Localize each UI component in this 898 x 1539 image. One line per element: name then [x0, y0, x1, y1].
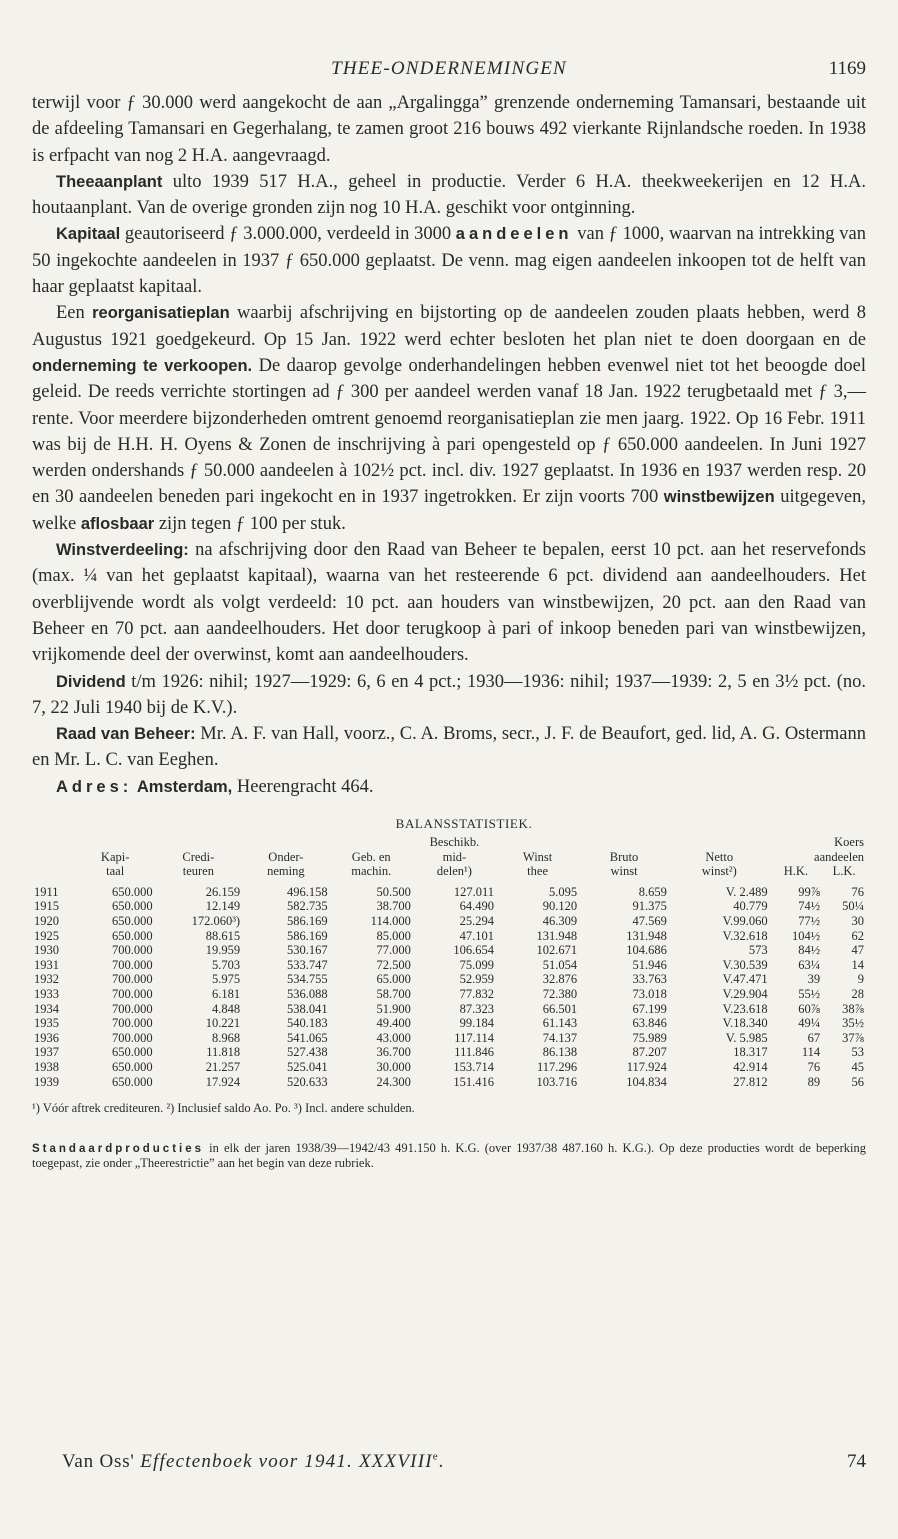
table-cell: V.29.904	[722, 986, 768, 1001]
table-cell: 74.137	[542, 1030, 578, 1045]
table-cell: 99.184	[459, 1016, 494, 1031]
table-cell: 89	[807, 1074, 821, 1089]
table-cell: 1932	[34, 972, 59, 987]
table-cell: 28	[851, 986, 864, 1001]
table-cell: 26.159	[205, 884, 241, 899]
table-cell: 88.615	[205, 928, 241, 943]
table-cell: 700.000	[111, 986, 153, 1001]
col-header-geb-2: machin.	[351, 864, 392, 879]
balance-statistics	[32, 816, 866, 1116]
table-cell: 27.812	[733, 1074, 768, 1089]
table-cell: 90.120	[542, 899, 578, 914]
table-cell: 38⅞	[842, 1001, 864, 1016]
table-cell: 72.500	[376, 957, 411, 972]
table-cell: 103.716	[536, 1074, 578, 1089]
table-cell: 1915	[34, 899, 59, 914]
table-cell: 533.747	[287, 957, 328, 972]
table-cell: 76	[851, 884, 864, 899]
paragraph-raad	[32, 721, 866, 774]
table-cell: 1925	[34, 928, 59, 943]
reorg-text-e: zijn tegen ƒ 100 per stuk.	[154, 513, 346, 534]
table-cell: 1920	[34, 913, 59, 928]
table-cell: 51.054	[542, 957, 578, 972]
kapitaal-text-b: van ƒ 1000, waarvan na intrekking van 50 ingekochte aandeelen in 1937 ƒ 650.000 geplaatst. De venn. mag eigen aandeelen inkoopen tot de helft van haar geplaatst kapitaal.	[32, 224, 866, 298]
col-header-beschikb-3: delen¹)	[436, 864, 472, 879]
table-row	[32, 1075, 866, 1090]
table-cell: 58.700	[376, 986, 411, 1001]
col-header-netto-2: winst²)	[701, 864, 737, 879]
table-cell: 36.700	[376, 1045, 411, 1060]
table-cell: 87.323	[459, 1001, 494, 1016]
reorg-text-b: waarbij afschrijving en bijstorting op de aandeelen zouden plaats hebben, werd 8 Augustus 1921 goedgekeurd. Op 15 Jan. 1922 werd echter besloten het plan niet te doen doorgaan en de	[32, 303, 867, 350]
table-cell: 11.818	[206, 1045, 241, 1060]
table-cell: 527.438	[287, 1045, 328, 1060]
table-row	[32, 943, 866, 958]
table-cell: 700.000	[111, 972, 153, 987]
table-cell: 104.834	[626, 1074, 667, 1089]
paragraph-winstverdeeling	[32, 537, 866, 668]
table-cell: 102.671	[536, 943, 578, 958]
col-header-winst-2: thee	[527, 864, 548, 879]
kapitaal-aandeelen: aandeelen	[455, 225, 573, 244]
production-text: in elk der jaren 1938/39—1942/43 491.150 h. K.G. (over 1937/38 487.160 h. K.G.). Op deze producties wordt de beperking toegepast, zie onder „Theerestrictie” aan het begin van deze rubriek.	[32, 1141, 866, 1170]
table-cell: 700.000	[111, 1016, 153, 1031]
page	[32, 58, 866, 1170]
table-cell: 1939	[34, 1074, 59, 1089]
table-cell: 60⅞	[798, 1001, 821, 1016]
reorg-text-a: Een	[56, 303, 93, 324]
table-cell: 650.000	[111, 899, 153, 914]
table-cell: 87.207	[632, 1045, 667, 1060]
table-cell: 520.633	[287, 1074, 328, 1089]
table-cell: 117.296	[537, 1059, 578, 1074]
table-cell: 9	[857, 972, 864, 987]
table-cell: 39	[807, 972, 821, 987]
table-body	[32, 885, 866, 1089]
kapitaal-text-a: geautoriseerd ƒ 3.000.000, verdeeld in 3000	[120, 224, 456, 245]
table-cell: 111.846	[454, 1045, 494, 1060]
col-header-crediteuren-2: teuren	[182, 864, 214, 879]
col-header-kapitaal-2: taal	[106, 864, 125, 879]
table-cell: 1933	[34, 986, 59, 1001]
col-header-koers-2: aandeelen	[814, 849, 864, 864]
table-row	[32, 914, 866, 929]
table-cell: 117.924	[626, 1059, 667, 1074]
col-header-crediteuren-1: Credi-	[182, 849, 215, 864]
reorg-label: reorganisatieplan	[92, 304, 230, 323]
table-cell: 25.294	[459, 913, 494, 928]
footer-source-sup: e	[432, 1451, 439, 1463]
table-cell: 1936	[34, 1030, 59, 1045]
body-text	[32, 90, 866, 800]
theeaanplant-text: ulto 1939 517 H.A., geheel in productie. Verder 6 H.A. theekweekerijen en 12 H.A. houtaanplant. Van de overige gronden zijn nog 10 H.A. geschikt voor ontginning.	[32, 171, 866, 219]
table-row	[32, 899, 866, 914]
table-cell: 540.183	[287, 1016, 328, 1031]
table-cell: 30	[851, 913, 864, 928]
table-cell: 24.300	[376, 1074, 411, 1089]
table-cell: V.23.618	[722, 1001, 768, 1016]
production-label: Standaardproducties	[32, 1143, 205, 1156]
table-cell: 18.317	[733, 1045, 768, 1060]
table-cell: 47.569	[632, 913, 667, 928]
table-cell: 17.924	[205, 1074, 241, 1089]
table-cell: 6.181	[211, 986, 241, 1001]
table-cell: 10.221	[205, 1016, 241, 1031]
table-cell: 582.735	[287, 899, 328, 914]
table-title: BALANSSTATISTIEK.	[395, 816, 533, 832]
table-cell: 37⅞	[842, 1030, 864, 1045]
adres-city: Amsterdam,	[136, 777, 233, 796]
table-cell: 1937	[34, 1045, 59, 1060]
table-cell: 650.000	[111, 913, 153, 928]
table-cell: 104.686	[626, 943, 667, 958]
reorg-label-4: aflosbaar	[80, 514, 155, 533]
footer-source-c: .	[438, 1451, 444, 1473]
dividend-label: Dividend	[56, 672, 126, 691]
table-cell: 33.763	[632, 972, 667, 987]
col-header-bruto-1: Bruto	[609, 849, 639, 864]
table-cell: 700.000	[111, 957, 153, 972]
statistics-table	[32, 835, 866, 1089]
table-cell: 75.099	[459, 957, 494, 972]
table-cell: 49¼	[798, 1016, 821, 1031]
col-header-kapitaal-1: Kapi-	[100, 849, 130, 864]
reorg-text-c: De daarop gevolge onderhandelingen hebben evenwel niet tot het beoogde doel geleid. De reeds verrichte stortingen ad ƒ 300 per aandeel werden vanaf 18 Jan. 1922 terugbetaald met ƒ 3,— rente. Voor meerdere bijzonderheden omtrent genoemd reorganisatieplan zie men jaarg. 1922. Op 16 Febr. 1911 was bij de H.H. H. Oyens & Zonen de inschrijving à pari opengesteld op ƒ 650.000 aandeelen. In Juni 1927 werden ondershands ƒ 50.000 aandeelen à 102½ pct. incl. div. 1927 geplaatst. In 1936 en 1937 werden resp. 20 en 30 aandeelen beneden pari ingekocht en in 1937 ingetrokken. Er zijn voorts 700	[32, 355, 866, 508]
reorg-label-3: winstbewijzen	[663, 488, 775, 507]
table-cell: 45	[851, 1059, 864, 1074]
table-cell: 131.948	[536, 928, 578, 943]
theeaanplant-label: Theeaanplant	[56, 172, 163, 191]
table-row	[32, 1045, 866, 1060]
intro-text: terwijl voor ƒ 30.000 werd aangekocht de aan „Argalingga” grenzende onderneming Tamansari, bestaande uit de afdeeling Tamansari en Gegerhalang, te zamen groot 216 bouws 492 vierkante Rijnlandsche roeden. In 1938 is erfpacht van nog 2 H.A. aangevraagd.	[32, 93, 866, 166]
table-cell: 650.000	[111, 1074, 153, 1089]
adres-label: Adres:	[56, 777, 133, 796]
table-cell: 1938	[34, 1059, 59, 1074]
table-cell: 38.700	[376, 899, 411, 914]
adres-text: Heerengracht 464.	[232, 776, 374, 797]
table-cell: 51.946	[632, 957, 667, 972]
reorg-text-d: uitgegeven, welke	[32, 487, 866, 534]
footer-source-a: Van Oss'	[62, 1451, 135, 1473]
raad-label: Raad van Beheer:	[56, 725, 196, 744]
table-cell: 86.138	[542, 1045, 578, 1060]
table-cell: 43.000	[376, 1030, 411, 1045]
table-cell: 1935	[34, 1016, 59, 1031]
table-cell: 40.779	[733, 899, 768, 914]
table-cell: 650.000	[111, 1059, 153, 1074]
table-cell: 131.948	[626, 928, 667, 943]
table-cell: 77.000	[376, 943, 411, 958]
col-header-koers: Koers	[834, 835, 864, 850]
table-cell: 534.755	[287, 972, 328, 987]
paragraph-reorganisatie	[32, 300, 866, 537]
table-cell: 12.149	[205, 899, 241, 914]
table-cell: 63.846	[632, 1016, 667, 1031]
table-cell: 5.703	[211, 957, 241, 972]
page-title: THEE-ONDERNEMINGEN	[331, 58, 567, 79]
table-cell: V.32.618	[722, 928, 768, 943]
table-cell: 55½	[798, 986, 821, 1001]
table-cell: 62	[851, 928, 864, 943]
dividend-text: t/m 1926: nihil; 1927—1929: 6, 6 en 4 pct.; 1930—1936: nihil; 1937—1939: 2, 5 en 3½ pct. (no. 7, 22 Juli 1940 bij de K.V.).	[32, 671, 866, 718]
table-cell: 74½	[798, 899, 821, 914]
table-cell: 63¼	[798, 957, 821, 972]
table-row	[32, 972, 866, 987]
table-row	[32, 987, 866, 1002]
table-cell: 77½	[798, 913, 821, 928]
table-cell: 104½	[792, 928, 821, 943]
col-header-netto-1: Netto	[705, 849, 734, 864]
table-cell: 153.714	[453, 1059, 494, 1074]
table-cell: 650.000	[111, 1045, 153, 1060]
table-row	[32, 1016, 866, 1031]
table-cell: 32.876	[542, 972, 578, 987]
table-cell: 151.416	[453, 1074, 494, 1089]
footer-source-title: Effectenboek voor 1941. XXXVIII	[140, 1451, 433, 1473]
table-cell: 573	[748, 943, 768, 958]
raad-text: Mr. A. F. van Hall, voorz., C. A. Broms, secr., J. F. de Beaufort, ged. lid, A. G. Ostermann en Mr. L. C. van Eeghen.	[32, 724, 866, 771]
table-cell: 496.158	[287, 884, 328, 899]
col-header-winst-1: Winst	[522, 849, 553, 864]
paragraph-theeaanplant	[32, 169, 866, 222]
table-cell: 5.975	[211, 972, 241, 987]
paragraph-dividend	[32, 669, 866, 722]
table-cell: 114.000	[370, 913, 411, 928]
table-row	[32, 958, 866, 973]
col-header-beschikb-1: Beschikb.	[429, 835, 480, 850]
table-cell: 1931	[34, 957, 59, 972]
page-number: 1169	[828, 58, 866, 79]
col-header-hk: H.K.	[783, 864, 809, 879]
table-cell: 106.654	[453, 943, 494, 958]
table-cell: 84½	[798, 943, 821, 958]
table-cell: V. 2.489	[725, 884, 768, 899]
table-cell: 66.501	[542, 1001, 578, 1016]
table-cell: 52.959	[459, 972, 494, 987]
table-cell: 700.000	[111, 1001, 153, 1016]
table-cell: 76	[807, 1059, 821, 1074]
table-footnotes: ¹) Vóór aftrek crediteuren. ²) Inclusief saldo Ao. Po. ³) Incl. andere schulden.	[32, 1101, 415, 1116]
table-cell: 21.257	[205, 1059, 241, 1074]
paragraph-intro	[32, 90, 866, 169]
table-row	[32, 1031, 866, 1046]
table-cell: 72.380	[542, 986, 578, 1001]
table-cell: 1911	[34, 884, 59, 899]
table-cell: 64.490	[459, 899, 494, 914]
kapitaal-label: Kapitaal	[56, 225, 121, 244]
table-cell: 77.832	[459, 986, 494, 1001]
table-cell: 51.900	[376, 1001, 411, 1016]
table-cell: 114	[801, 1045, 821, 1060]
table-cell: 47	[851, 943, 864, 958]
running-header	[32, 58, 866, 90]
paragraph-adres	[32, 774, 866, 800]
table-cell: 700.000	[111, 943, 153, 958]
table-cell: 1934	[34, 1001, 59, 1016]
table-cell: 700.000	[111, 1030, 153, 1045]
winst-text: na afschrijving door den Raad van Beheer te bepalen, eerst 10 pct. aan het reservefonds (max. ¼ van het geplaatst kapitaal), waarna van het resteerende 6 pct. dividend aan aandeelhouders. Het overblijvende wordt als volgt verdeeld: 10 pct. aan houders van winstbewijzen, 20 pct. aan den Raad van Beheer en 70 pct. aan aandeelhouders. Het door terugkoop à pari of inkoop beneden pari van winstbewijzen, vrijkomende deel der overwinst, komt aan aandeelhouders.	[32, 540, 866, 666]
table-cell: 67	[807, 1030, 821, 1045]
table-cell: 586.169	[287, 928, 328, 943]
table-cell: 8.659	[638, 884, 667, 899]
table-cell: 172.060³)	[191, 913, 241, 928]
page-footer	[62, 1451, 866, 1473]
table-cell: 530.167	[287, 943, 328, 958]
table-cell: 35½	[842, 1016, 864, 1031]
table-row	[32, 1060, 866, 1075]
table-cell: 586.169	[287, 913, 328, 928]
table-cell: 14	[851, 957, 864, 972]
table-cell: 99⅞	[798, 884, 821, 899]
col-header-lk: L.K.	[832, 864, 856, 879]
table-cell: 8.968	[211, 1030, 241, 1045]
table-cell: 46.309	[542, 913, 578, 928]
table-row	[32, 1002, 866, 1017]
col-header-onderneming-1: Onder-	[268, 849, 304, 864]
table-cell: 650.000	[111, 928, 153, 943]
table-cell: 650.000	[111, 884, 153, 899]
table-cell: V.47.471	[722, 972, 768, 987]
table-cell: 4.848	[211, 1001, 241, 1016]
table-cell: 5.095	[549, 884, 578, 899]
table-cell: V.18.340	[722, 1016, 768, 1031]
table-cell: 117.114	[454, 1030, 494, 1045]
table-cell: V. 5.985	[725, 1030, 768, 1045]
reorg-label-2: onderneming te verkoopen.	[32, 356, 253, 375]
table-cell: 42.914	[733, 1059, 768, 1074]
table-cell: 47.101	[459, 928, 494, 943]
table-cell: 1930	[34, 943, 59, 958]
col-header-onderneming-2: neming	[267, 864, 305, 879]
col-header-beschikb-2: mid-	[442, 849, 467, 864]
col-header-geb-1: Geb. en	[351, 849, 391, 864]
table-cell: 67.199	[632, 1001, 667, 1016]
table-cell: 75.989	[632, 1030, 667, 1045]
table-cell: 49.400	[376, 1016, 411, 1031]
table-cell: 19.959	[205, 943, 241, 958]
footer-page-number: 74	[847, 1451, 866, 1472]
table-cell: 56	[851, 1074, 864, 1089]
table-cell: 61.143	[542, 1016, 578, 1031]
table-cell: 538.041	[287, 1001, 328, 1016]
table-cell: 525.041	[287, 1059, 328, 1074]
table-row	[32, 929, 866, 944]
footer-source	[62, 1451, 444, 1472]
table-cell: 541.065	[287, 1030, 328, 1045]
table-cell: 50¼	[842, 899, 864, 914]
table-cell: 30.000	[376, 1059, 411, 1074]
table-cell: V.30.539	[722, 957, 768, 972]
table-cell: 53	[851, 1045, 864, 1060]
winst-label: Winstverdeeling:	[56, 541, 189, 560]
table-cell: 85.000	[376, 928, 411, 943]
table-cell: 536.088	[287, 986, 328, 1001]
production-note	[32, 1142, 866, 1170]
table-cell: 65.000	[376, 972, 411, 987]
table-row	[32, 885, 866, 900]
table-cell: V.99.060	[722, 913, 768, 928]
table-cell: 91.375	[632, 899, 667, 914]
table-cell: 50.500	[376, 884, 411, 899]
col-header-bruto-2: winst	[610, 864, 638, 879]
table-cell: 127.011	[453, 884, 494, 899]
paragraph-kapitaal	[32, 221, 866, 300]
table-cell: 73.018	[632, 986, 667, 1001]
